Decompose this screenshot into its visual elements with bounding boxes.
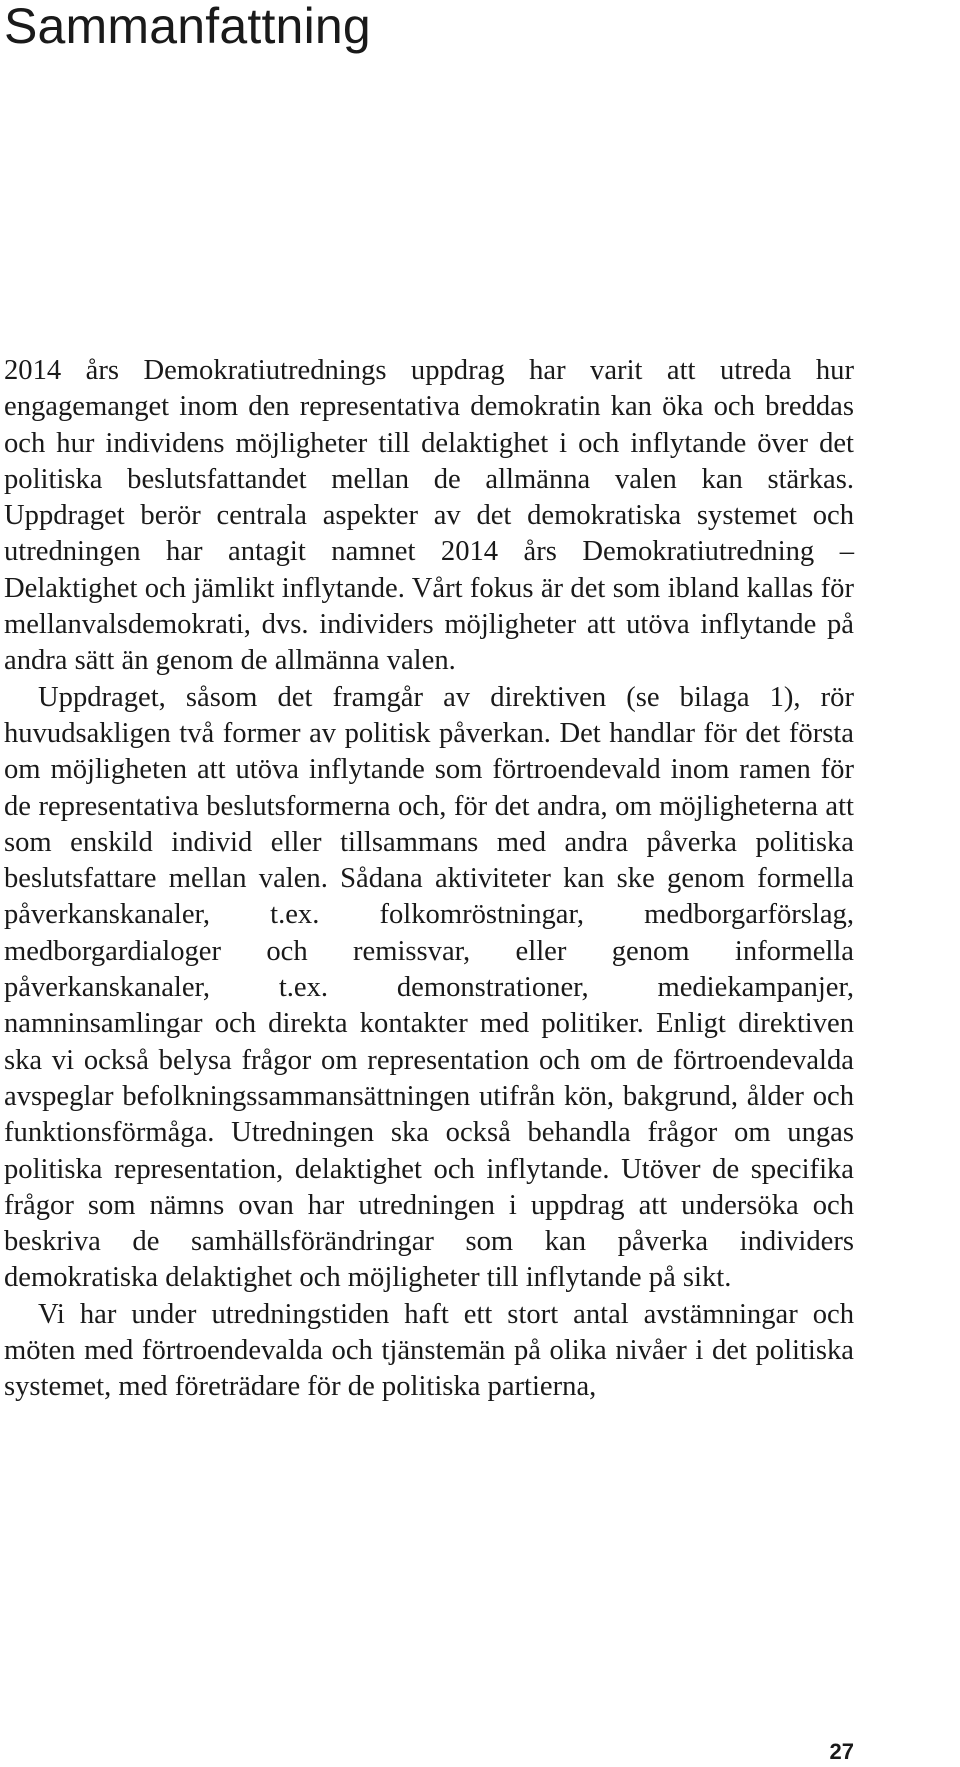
- paragraph: Uppdraget, såsom det framgår av direktiven (se bilaga 1), rör huvudsakligen två former av politisk påverkan. Det handlar för det första om möjligheten att utöva inflytande som förtroendevald inom ramen för de representativa beslutsformerna och, för det andra, om möjligheterna att som enskild individ eller tillsammans med andra påverka politiska beslutsfattare mellan valen. Sådana aktiviteter kan ske genom formella påverkanskanaler, t.ex. folkomröstningar, medborgarförslag, medborgardialoger och remissvar, eller genom informella påverkanskanaler, t.ex. demonstrationer, mediekampanjer, namninsamlingar och direkta kontakter med politiker. Enligt direktiven ska vi också belysa frågor om representation och om de förtroendevalda avspeglar befolkningssammansättningen utifrån kön, bakgrund, ålder och funktionsförmåga. Utredningen ska också behandla frågor om ungas politiska representation, delaktighet och inflytande. Utöver de specifika frågor som nämns ovan har utredningen i uppdrag att undersöka och beskriva de samhällsförändringar som kan påverka individers demokratiska delaktighet och möjligheter till inflytande på sikt.: [4, 681, 854, 1294]
- paragraph: Vi har under utredningstiden haft ett stort antal avstämningar och möten med förtroendevalda och tjänstemän på olika nivåer i det politiska systemet, med företrädare för de politiska partierna,: [4, 1298, 854, 1403]
- page-title: Sammanfattning: [4, 0, 371, 54]
- page-number: 27: [829, 1739, 854, 1764]
- body-text: [4, 353, 854, 1406]
- paragraph: 2014 års Demokratiutrednings uppdrag har varit att utreda hur engagemanget inom den representativa demokratin kan öka och breddas och hur individens möjligheter till delaktighet i och inflytande över det politiska beslutsfattandet mellan de allmänna valen kan stärkas. Uppdraget berör centrala aspekter av det demokratiska systemet och utredningen har antagit namnet 2014 års Demokratiutredning – Delaktighet och jämlikt inflytande. Vårt fokus är det som ibland kallas för mellanvalsdemokrati, dvs. individers möjligheter att utöva inflytande på andra sätt än genom de allmänna valen.: [4, 355, 854, 677]
